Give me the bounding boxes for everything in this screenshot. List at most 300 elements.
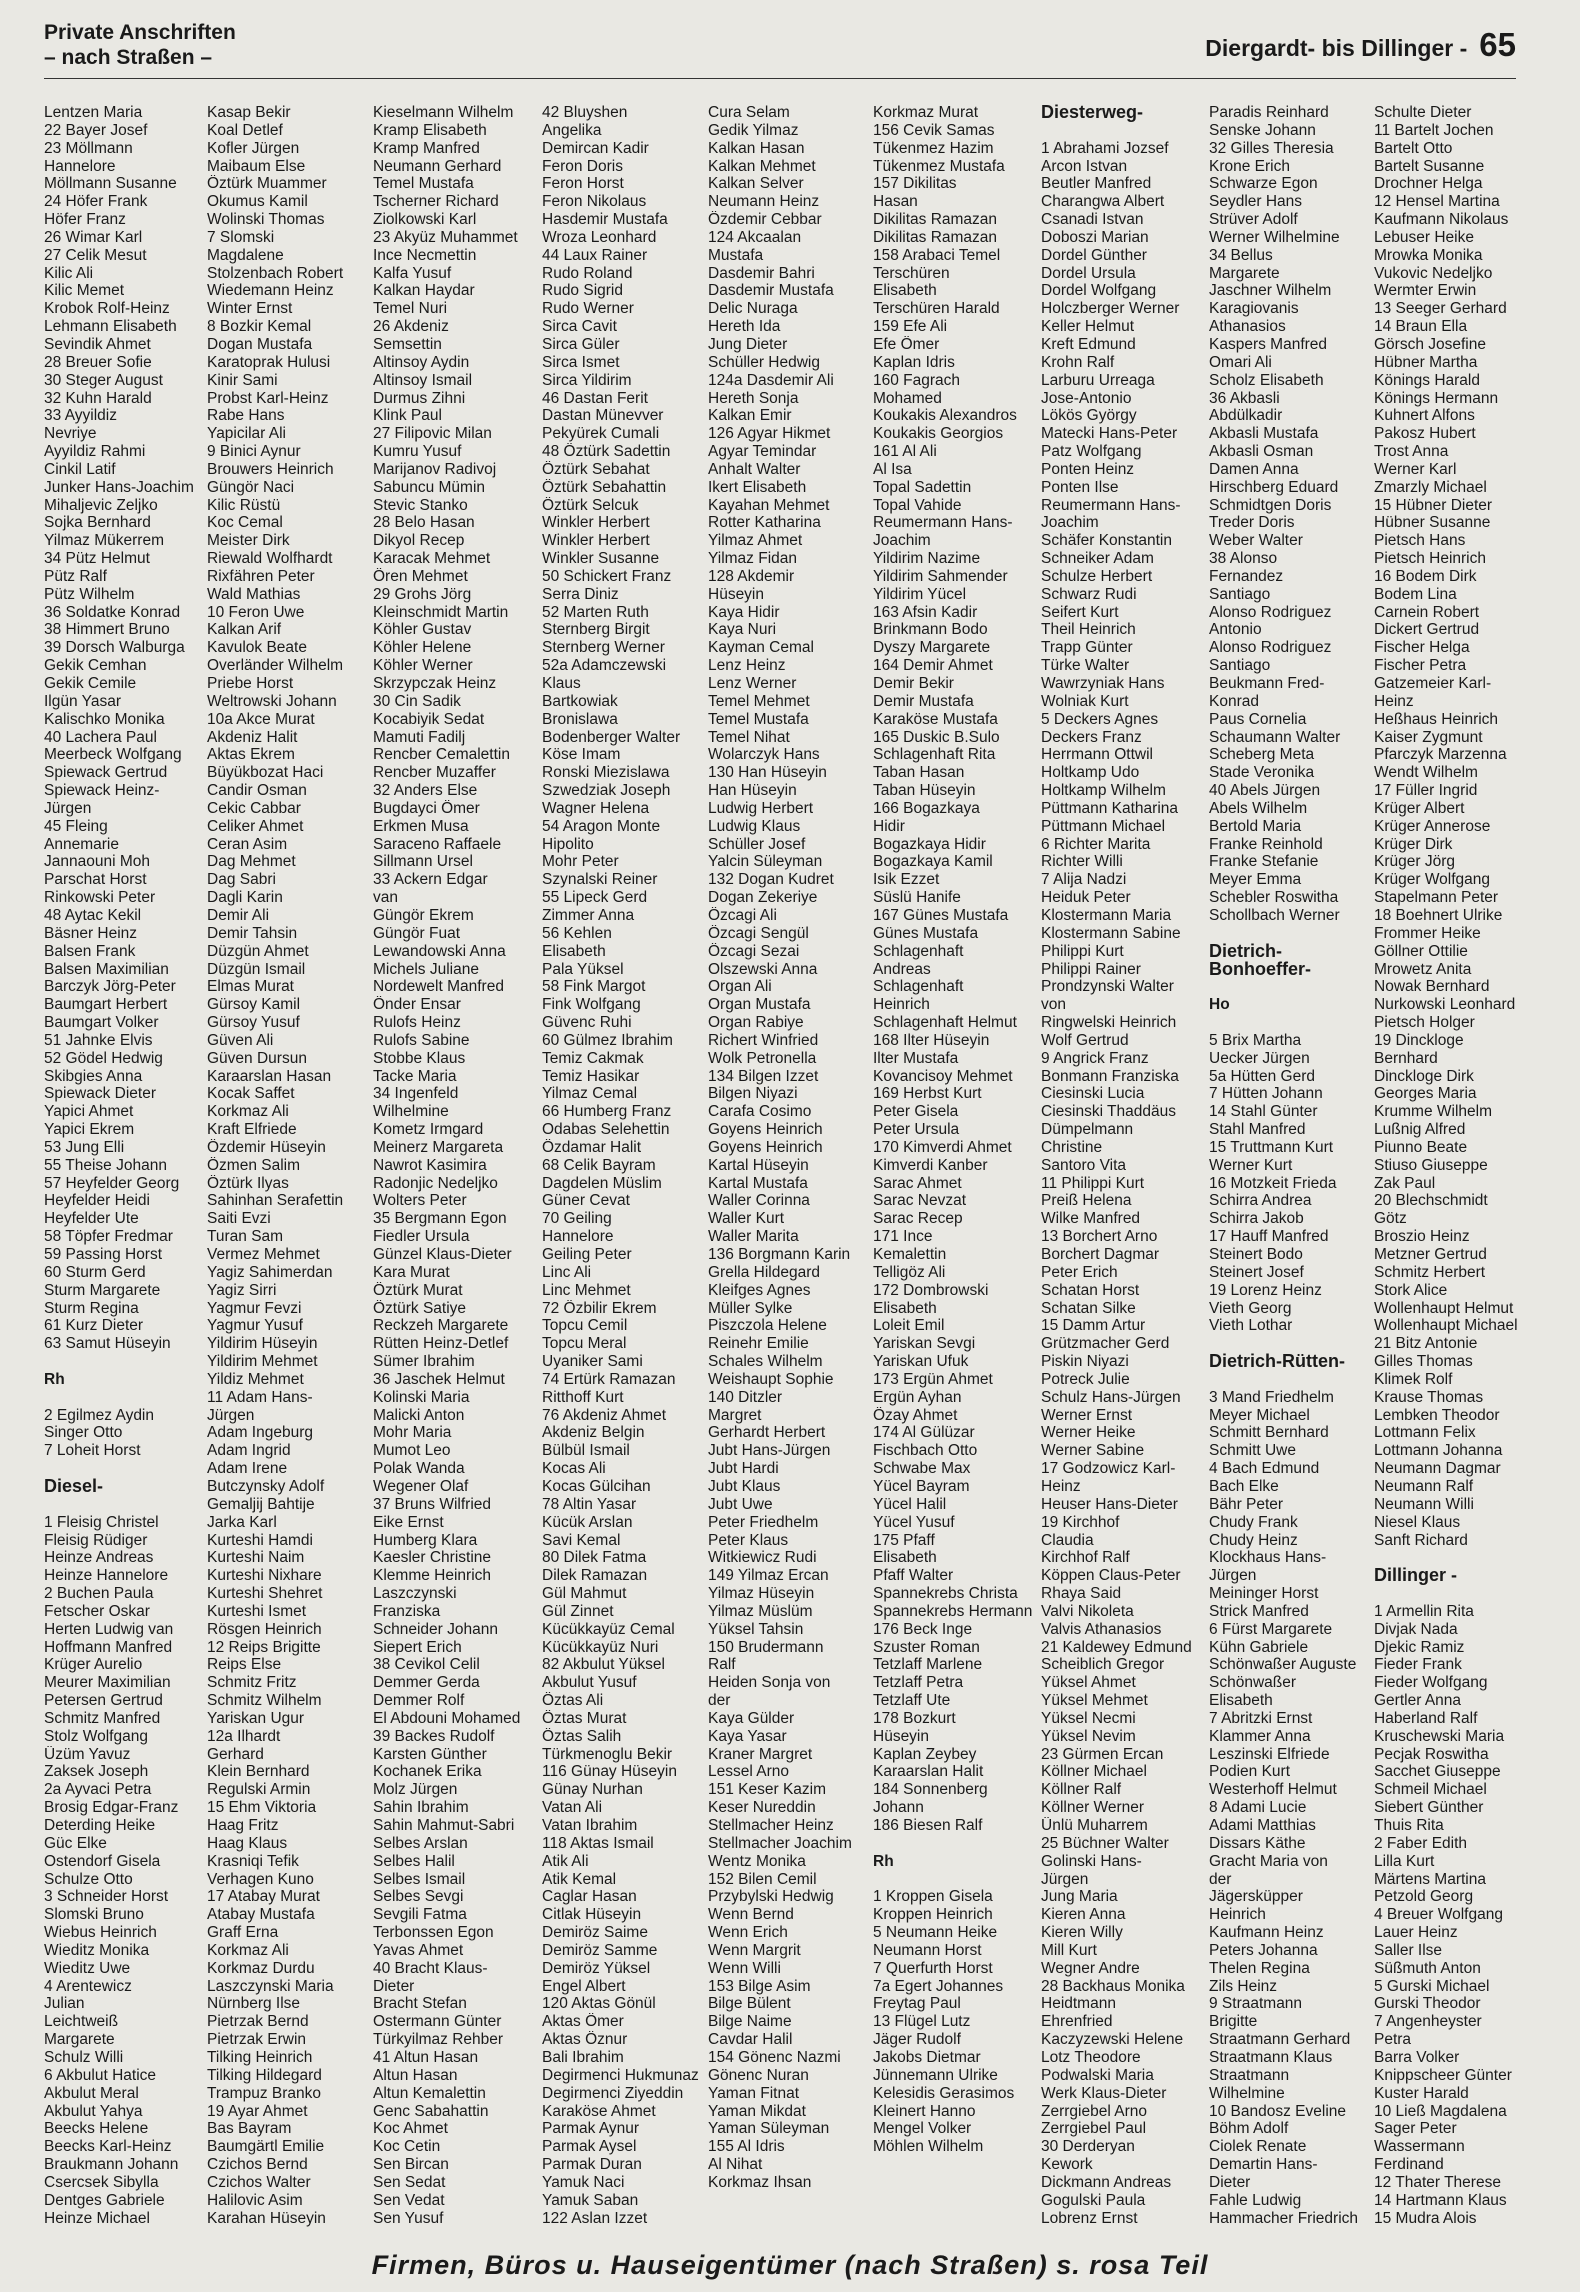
directory-entry: Cavdar Halil: [708, 2031, 793, 2049]
directory-entry: Mohr Maria: [373, 1424, 452, 1442]
directory-entry: Christine: [1041, 1138, 1103, 1156]
directory-entry: Franziska: [373, 1602, 441, 1620]
directory-entry: Mihaljevic Zeljko: [44, 496, 158, 514]
directory-entry: Fiedler Ursula: [373, 1228, 470, 1246]
directory-entry: Sen Sedat: [373, 2173, 446, 2191]
directory-entry: Brouwers Heinrich: [207, 460, 334, 478]
directory-entry: 9 Angrick Franz: [1041, 1049, 1149, 1067]
directory-entry: Güngör Naci: [207, 478, 295, 496]
directory-entry: Werner Kurt: [1209, 1156, 1293, 1174]
directory-entry: Steinert Josef: [1209, 1263, 1304, 1281]
directory-entry: 174 Al Gülüzar: [873, 1424, 975, 1442]
directory-entry: Fahle Ludwig: [1209, 2191, 1302, 2209]
directory-entry: Güngör Fuat: [373, 924, 461, 942]
directory-entry: Peter Erich: [1041, 1263, 1118, 1281]
directory-entry: 17 Atabay Murat: [207, 1888, 320, 1906]
directory-entry: Brosig Edgar-Franz: [44, 1799, 179, 1817]
directory-entry: Metzner Gertrud: [1374, 1246, 1487, 1263]
directory-entry: Schmitz Fritz: [207, 1674, 297, 1692]
directory-entry: Pala Yüksel: [542, 960, 624, 978]
directory-entry: 7 Hütten Johann: [1209, 1085, 1323, 1103]
directory-entry: Korkmaz Durdu: [207, 1959, 315, 1977]
directory-entry: 116 Günay Hüseyin: [542, 1763, 677, 1781]
directory-entry: [1209, 1371, 1369, 1389]
directory-entry: 33 Ayyildiz: [44, 407, 117, 425]
directory-entry: Köse Imam: [542, 746, 621, 764]
directory-entry: Bilge Bülent: [708, 1995, 791, 2013]
directory-entry: Wollenhaupt Michael: [1374, 1317, 1518, 1335]
directory-entry: Waller Corinna: [708, 1192, 810, 1210]
directory-entry: 159 Efe Ali: [873, 318, 948, 336]
directory-entry: Demiröz Yüksel: [542, 1959, 651, 1977]
directory-entry: Pütz Ralf: [44, 567, 107, 585]
directory-entry: 11 Bartelt Jochen: [1374, 121, 1494, 139]
directory-entry: Kofler Jürgen: [207, 139, 300, 157]
directory-entry: Reips Else: [207, 1656, 282, 1674]
directory-entry: Meyer Michael: [1209, 1406, 1310, 1424]
directory-entry: 13 Borchert Arno: [1041, 1228, 1158, 1246]
directory-column: [44, 104, 204, 2227]
directory-entry: Kieren Willy: [1041, 1924, 1123, 1942]
directory-entry: Regulski Armin: [207, 1781, 311, 1799]
directory-entry: Beecks Karl-Heinz: [44, 2138, 172, 2156]
directory-entry: Hannelore: [44, 157, 116, 175]
directory-entry: Ören Mehmet: [373, 567, 468, 585]
directory-entry: Yilmaz Cemal: [542, 1085, 638, 1103]
directory-entry: Herrmann Ottwil: [1041, 746, 1153, 764]
directory-entry: Patz Wolfgang: [1041, 443, 1142, 461]
directory-entry: 15 Mudra Alois: [1374, 2209, 1477, 2227]
directory-entry: Charangwa Albert: [1041, 193, 1165, 211]
directory-entry: Atik Kemal: [542, 1870, 617, 1888]
directory-entry: Barczyk Jörg-Peter: [44, 978, 176, 996]
directory-entry: 39 Dorsch Walburga: [44, 639, 185, 657]
directory-entry: Lauer Heinz: [1374, 1924, 1458, 1942]
directory-entry: 54 Aragon Monte: [542, 817, 661, 835]
directory-entry: Okumus Kamil: [207, 193, 308, 211]
directory-entry: Dordel Ursula: [1041, 264, 1136, 282]
directory-entry: Larburu Urreaga: [1041, 371, 1155, 389]
directory-entry: Lotz Theodore: [1041, 2048, 1141, 2066]
directory-entry: 178 Bozkurt: [873, 1709, 956, 1727]
directory-entry: Kayman Cemal: [708, 639, 814, 657]
directory-entry: Schebler Roswitha: [1209, 889, 1339, 907]
directory-entry: Könings Hermann: [1374, 389, 1499, 407]
directory-entry: 167 Günes Mustafa: [873, 906, 1009, 924]
directory-entry: Stellmacher Heinz: [708, 1817, 834, 1834]
directory-entry: 136 Borgmann Karin: [708, 1246, 851, 1263]
directory-entry: Nürnberg Ilse: [207, 1995, 301, 2013]
directory-entry: Sahin Mahmut-Sabri: [373, 1817, 515, 1834]
page-header-left: [44, 20, 236, 70]
directory-entry: Butczynsky Adolf: [207, 1477, 325, 1495]
directory-entry: 14 Braun Ella: [1374, 318, 1468, 336]
directory-entry: Görsch Josefine: [1374, 335, 1486, 353]
directory-entry: Olszewski Anna: [708, 960, 818, 978]
directory-entry: 160 Fagrach: [873, 371, 961, 389]
directory-entry: Kroppen Heinrich: [873, 1906, 993, 1924]
directory-entry: 10 Bandosz Eveline: [1209, 2102, 1347, 2120]
directory-entry: Dordel Wolfgang: [1041, 282, 1157, 300]
directory-entry: Schwabe Max: [873, 1460, 971, 1478]
directory-entry: Dieter: [1209, 2173, 1251, 2191]
directory-entry: Turan Sam: [207, 1228, 284, 1246]
directory-entry: Krüger Aurelio: [44, 1656, 143, 1674]
directory-entry: Gerhardt Herbert: [708, 1424, 826, 1442]
directory-entry: Senske Johann: [1209, 121, 1316, 139]
directory-entry: Kometz Irmgard: [373, 1121, 484, 1139]
directory-entry: Linc Ali: [542, 1263, 592, 1281]
directory-entry: Georges Maria: [1374, 1085, 1477, 1103]
directory-entry: 22 Bayer Josef: [44, 121, 148, 139]
directory-entry: Ergün Ayhan: [873, 1388, 962, 1406]
directory-entry: Werner Ernst: [1041, 1406, 1133, 1424]
directory-entry: Büyükbozat Haci: [207, 764, 324, 782]
directory-entry: Wald Mathias: [207, 585, 301, 603]
directory-entry: Hereth Sonja: [708, 389, 799, 407]
directory-entry: Stapelmann Peter: [1374, 889, 1499, 907]
directory-entry: 1 Fleisig Christel: [44, 1513, 159, 1531]
directory-entry: Schmitt Uwe: [1209, 1442, 1296, 1460]
directory-column: [1374, 104, 1534, 2227]
directory-entry: 55 Theise Johann: [44, 1156, 167, 1174]
directory-entry: Feron Doris: [542, 157, 623, 175]
directory-entry: Aktas Ömer: [542, 2013, 624, 2031]
directory-entry: 176 Beck Inge: [873, 1620, 973, 1638]
directory-entry: 72 Özbilir Ekrem: [542, 1299, 657, 1317]
directory-entry: Koc Ahmet: [373, 2120, 448, 2138]
directory-entry: Rösgen Heinrich: [207, 1620, 322, 1638]
directory-entry: Graff Erna: [207, 1924, 279, 1942]
directory-entry: 60 Gülmez Ibrahim: [542, 1031, 673, 1049]
directory-entry: Dillinger -: [1374, 1567, 1458, 1586]
directory-entry: Siebert Günther: [1374, 1799, 1484, 1817]
directory-entry: Fleisig Rüdiger: [44, 1531, 148, 1549]
directory-entry: Holczberger Werner: [1041, 300, 1180, 318]
directory-entry: Linc Mehmet: [542, 1281, 631, 1299]
directory-entry: von: [1041, 996, 1066, 1014]
directory-entry: Heinze Hannelore: [44, 1567, 169, 1585]
directory-entry: Elisabeth: [1209, 1692, 1273, 1710]
directory-entry: Hannelore: [542, 1228, 614, 1246]
directory-entry: Bilgen Niyazi: [708, 1085, 798, 1103]
directory-entry: Spiewack Dieter: [44, 1085, 156, 1103]
directory-entry: Ceran Asim: [207, 835, 288, 853]
directory-entry: 48 Öztürk Sadettin: [542, 443, 671, 461]
directory-entry: Yagiz Sahimerdan: [207, 1263, 333, 1281]
directory-entry: 134 Bilgen Izzet: [708, 1067, 819, 1085]
directory-entry: Savi Kemal: [542, 1531, 621, 1549]
directory-entry: Alonso Rodriguez: [1209, 603, 1332, 621]
directory-entry: Beutler Manfred: [1041, 175, 1152, 193]
directory-entry: 5a Hütten Gerd: [1209, 1067, 1315, 1085]
directory-entry: Fischer Petra: [1374, 657, 1467, 675]
directory-entry: 15 Hübner Dieter: [1374, 496, 1493, 514]
directory-entry: Golinski Hans-: [1041, 1852, 1142, 1870]
directory-entry: Jürgen: [1209, 1567, 1257, 1585]
directory-entry: Ciesinski Thaddäus: [1041, 1103, 1176, 1121]
directory-entry: Potreck Julie: [1041, 1370, 1130, 1388]
directory-entry: Nawrot Kasimira: [373, 1156, 487, 1174]
directory-entry: 3 Mand Friedhelm: [1209, 1388, 1334, 1406]
directory-entry: Elisabeth: [873, 282, 937, 300]
directory-entry: Bodenberger Walter: [542, 728, 681, 746]
directory-entry: Tetzlaff Petra: [873, 1674, 964, 1692]
directory-entry: Krone Erich: [1209, 157, 1290, 175]
directory-entry: Krobok Rolf-Heinz: [44, 300, 170, 318]
directory-entry: Özdemir Cebbar: [708, 211, 822, 229]
directory-entry: 12 Thater Therese: [1374, 2173, 1501, 2191]
directory-entry: Tilking Hildegard: [207, 2066, 322, 2084]
directory-entry: Reumermann Hans-: [1041, 496, 1181, 514]
directory-entry: Cekic Cabbar: [207, 799, 301, 817]
directory-entry: Elisabeth: [542, 942, 606, 960]
directory-entry: Carnein Robert: [1374, 603, 1480, 621]
directory-entry: Ponten Heinz: [1041, 460, 1135, 478]
directory-entry: Schlagenhaft: [873, 942, 964, 960]
directory-entry: Kilic Rüstü: [207, 496, 281, 514]
directory-entry: Organ Ali: [708, 978, 772, 996]
directory-entry: Kraner Margret: [708, 1745, 813, 1763]
directory-entry: Yagmur Fevzi: [207, 1299, 302, 1317]
directory-entry: Dilek Ramazan: [542, 1567, 648, 1585]
directory-entry: Rh: [44, 1370, 65, 1388]
directory-entry: 10 Ließ Magdalena: [1374, 2102, 1507, 2120]
directory-entry: Holtkamp Udo: [1041, 764, 1140, 782]
directory-entry: Keller Helmut: [1041, 318, 1135, 336]
directory-entry: 36 Jaschek Helmut: [373, 1370, 505, 1388]
directory-entry: [1374, 1549, 1534, 1567]
directory-entry: Neumann Gerhard: [373, 157, 502, 175]
directory-entry: Hirschberg Eduard: [1209, 478, 1339, 496]
directory-entry: Heiden Sonja von: [708, 1674, 831, 1692]
directory-entry: Yaman Süleyman: [708, 2120, 830, 2138]
directory-entry: Jubt Hans-Jürgen: [708, 1442, 831, 1460]
directory-entry: 23 Gürmen Ercan: [1041, 1745, 1164, 1763]
directory-entry: Strick Manfred: [1209, 1602, 1309, 1620]
directory-entry: 164 Demir Ahmet: [873, 657, 993, 675]
directory-entry: Hübner Martha: [1374, 353, 1478, 371]
directory-entry: Hoffmann Manfred: [44, 1638, 173, 1656]
directory-entry: [1209, 1014, 1369, 1032]
directory-entry: 122 Aslan Izzet: [542, 2209, 648, 2227]
directory-entry: Wolarczyk Hans: [708, 746, 820, 764]
directory-entry: Stork Alice: [1374, 1281, 1448, 1299]
directory-entry: Ikert Elisabeth: [708, 478, 807, 496]
directory-entry: Dasdemir Bahri: [708, 264, 815, 282]
directory-entry: Piszczola Helene: [708, 1317, 827, 1335]
directory-entry: Straatmann: [1209, 2066, 1290, 2084]
directory-entry: Kelesidis Gerasimos: [873, 2084, 1015, 2102]
directory-entry: 38 Himmert Bruno: [44, 621, 170, 639]
directory-entry: Treder Doris: [1209, 514, 1295, 532]
directory-entry: Tacke Maria: [373, 1067, 457, 1085]
directory-entry: Thelen Regina: [1209, 1959, 1310, 1977]
directory-entry: Temiz Cakmak: [542, 1049, 644, 1067]
directory-entry: Westerhoff Helmut: [1209, 1781, 1337, 1799]
directory-entry: Durmus Zihni: [373, 389, 466, 407]
directory-entry: Abdülkadir: [1209, 407, 1283, 425]
directory-entry: Radonjic Nedeljko: [373, 1174, 498, 1192]
directory-entry: Neumann Ralf: [1374, 1477, 1474, 1495]
directory-entry: Schollbach Werner: [1209, 906, 1340, 924]
directory-entry: 10 Feron Uwe: [207, 603, 305, 621]
directory-entry: Uecker Jürgen: [1209, 1049, 1310, 1067]
directory-entry: 40 Lachera Paul: [44, 728, 157, 746]
directory-entry: 118 Aktas Ismail: [542, 1834, 654, 1852]
directory-entry: 172 Dombrowski: [873, 1281, 989, 1299]
directory-entry: Mrowka Monika: [1374, 246, 1483, 264]
directory-entry: Götz: [1374, 1210, 1407, 1228]
directory-entry: Dikyol Recep: [373, 532, 465, 550]
directory-entry: Bas Bayram: [207, 2120, 292, 2138]
directory-entry: Ludwig Klaus: [708, 817, 801, 835]
directory-entry: Maibaum Else: [207, 157, 306, 175]
directory-entry: Dastan Münevver: [542, 407, 664, 425]
directory-entry: Saller Ilse: [1374, 1941, 1443, 1959]
directory-entry: Gekik Cemhan: [44, 657, 147, 675]
directory-entry: 154 Gönenc Nazmi: [708, 2048, 841, 2066]
directory-entry: Güvenc Ruhi: [542, 1014, 632, 1032]
directory-entry: Serra Diniz: [542, 585, 619, 603]
directory-entry: Demiröz Samme: [542, 1941, 658, 1959]
directory-entry: Heßhaus Heinrich: [1374, 710, 1499, 728]
directory-entry: Beecks Helene: [44, 2120, 149, 2138]
directory-entry: Korkmaz Murat: [873, 104, 979, 121]
directory-entry: van: [373, 889, 398, 907]
directory-entry: Czichos Walter: [207, 2173, 311, 2191]
directory-entry: 130 Han Hüseyin: [708, 764, 827, 782]
directory-entry: Dikilitas Ramazan: [873, 228, 998, 246]
directory-entry: Kework: [1041, 2156, 1093, 2174]
directory-entry: 2 Faber Edith: [1374, 1834, 1468, 1852]
directory-entry: Yilmaz Mükerrem: [44, 532, 164, 550]
directory-entry: 58 Töpfer Fredmar: [44, 1228, 173, 1246]
directory-entry: Kaiser Zygmunt: [1374, 728, 1483, 746]
directory-entry: 52a Adamczewski: [542, 657, 667, 675]
directory-entry: [873, 1871, 1033, 1889]
directory-entry: 152 Bilen Cemil: [708, 1870, 817, 1888]
directory-entry: Mustafa: [708, 246, 764, 264]
directory-entry: Dickert Gertrud: [1374, 621, 1480, 639]
directory-entry: Valvis Athanasios: [1041, 1620, 1162, 1638]
directory-entry: Diesterweg-: [1041, 104, 1144, 122]
directory-entry: Rudo Werner: [542, 300, 634, 318]
directory-entry: Dinckloge Dirk: [1374, 1067, 1474, 1085]
directory-entry: 57 Heyfelder Georg: [44, 1174, 180, 1192]
directory-entry: 37 Bruns Wilfried: [373, 1495, 492, 1513]
directory-entry: Vieth Georg: [1209, 1299, 1292, 1317]
directory-entry: Elmas Murat: [207, 978, 294, 996]
directory-entry: Cura Selam: [708, 104, 790, 121]
directory-entry: 27 Filipovic Milan: [373, 425, 492, 443]
directory-entry: Zak Paul: [1374, 1174, 1436, 1192]
directory-entry: Zimmer Anna: [542, 906, 635, 924]
directory-entry: Krüger Dirk: [1374, 835, 1453, 853]
directory-entry: Vatan Ibrahim: [542, 1817, 638, 1834]
directory-entry: Lottmann Johanna: [1374, 1442, 1503, 1460]
directory-entry: 12a Ilhardt: [207, 1727, 281, 1745]
directory-entry: 33 Ackern Edgar: [373, 871, 488, 889]
directory-entry: 169 Herbst Kurt: [873, 1085, 982, 1103]
directory-entry: Gracht Maria von: [1209, 1852, 1328, 1870]
directory-entry: Piskin Niyazi: [1041, 1353, 1129, 1371]
directory-entry: Karagiovanis: [1209, 300, 1299, 318]
directory-entry: Nordewelt Manfred: [373, 978, 504, 996]
directory-entry: 32 Anders Else: [373, 782, 478, 800]
directory-entry: Klockhaus Hans-: [1209, 1549, 1327, 1567]
directory-entry: Reinehr Emilie: [708, 1335, 809, 1353]
directory-entry: 5 Brix Martha: [1209, 1031, 1302, 1049]
directory-entry: Priebe Horst: [207, 675, 294, 692]
directory-entry: Heyfelder Ute: [44, 1210, 139, 1228]
directory-entry: Taban Hüseyin: [873, 782, 976, 800]
directory-entry: Rixfähren Peter: [207, 567, 315, 585]
directory-entry: Lökös György: [1041, 407, 1137, 425]
directory-entry: Schulte Dieter: [1374, 104, 1472, 121]
directory-entry: Kemalettin: [873, 1246, 947, 1263]
directory-entry: Kücükkayüz Nuri: [542, 1638, 659, 1656]
directory-entry: Lußnig Alfred: [1374, 1121, 1466, 1139]
directory-entry: 55 Lipeck Gerd: [542, 889, 648, 907]
directory-column: [542, 104, 702, 2227]
directory-entry: Sahinhan Serafettin: [207, 1192, 344, 1210]
directory-entry: Kurteshi Naim: [207, 1549, 305, 1567]
directory-entry: 29 Grohs Jörg: [373, 585, 472, 603]
directory-entry: Sirca Cavit: [542, 318, 617, 336]
directory-entry: Akbulut Meral: [44, 2084, 139, 2102]
directory-entry: Schatan Silke: [1041, 1299, 1136, 1317]
directory-entry: Gerhard: [207, 1745, 264, 1763]
directory-entry: 19 Ayar Ahmet: [207, 2102, 308, 2120]
directory-entry: Ciesinski Lucia: [1041, 1085, 1145, 1103]
directory-entry: El Abdouni Mohamed: [373, 1709, 521, 1727]
directory-column: [207, 104, 367, 2227]
directory-entry: Pietrzak Bernd: [207, 2013, 309, 2031]
directory-entry: 21 Kaldewey Edmund: [1041, 1638, 1192, 1656]
directory-entry: Jubt Uwe: [708, 1495, 773, 1513]
directory-entry: 7 Querfurth Horst: [873, 1959, 993, 1977]
directory-entry: Özdamar Halit: [542, 1138, 642, 1156]
directory-entry: Polak Wanda: [373, 1460, 465, 1478]
directory-entry: Schulz Willi: [44, 2048, 124, 2066]
directory-entry: Zils Heinz: [1209, 1977, 1278, 1995]
directory-entry: Mengel Volker: [873, 2120, 972, 2138]
directory-entry: Kaspers Manfred: [1209, 335, 1328, 353]
directory-entry: Schlagenhaft Helmut: [873, 1014, 1017, 1032]
directory-entry: der: [708, 1692, 731, 1710]
directory-entry: Sarac Recep: [873, 1210, 963, 1228]
directory-entry: Paradis Reinhard: [1209, 104, 1329, 121]
directory-entry: 15 Truttmann Kurt: [1209, 1138, 1334, 1156]
directory-entry: Schirra Andrea: [1209, 1192, 1312, 1210]
directory-entry: Margarete: [1209, 264, 1280, 282]
directory-entry: Schlagenhaft Rita: [873, 746, 996, 764]
directory-entry: 168 Ilter Hüseyin: [873, 1031, 990, 1049]
directory-entry: Özay Ahmet: [873, 1406, 958, 1424]
directory-entry: [1041, 122, 1201, 140]
directory-entry: 7 Alija Nadzi: [1041, 871, 1127, 889]
directory-entry: Vieth Lothar: [1209, 1317, 1293, 1335]
directory-entry: Engel Albert: [542, 1977, 626, 1995]
directory-entry: Kalkan Haydar: [373, 282, 475, 300]
directory-entry: Adam Ingrid: [207, 1442, 291, 1460]
directory-entry: Telligöz Ali: [873, 1263, 946, 1281]
directory-entry: Lewandowski Anna: [373, 942, 506, 960]
directory-entry: Ponten Ilse: [1041, 478, 1119, 496]
directory-entry: Wawrzyniak Hans: [1041, 675, 1165, 692]
directory-entry: Sager Peter: [1374, 2120, 1457, 2138]
